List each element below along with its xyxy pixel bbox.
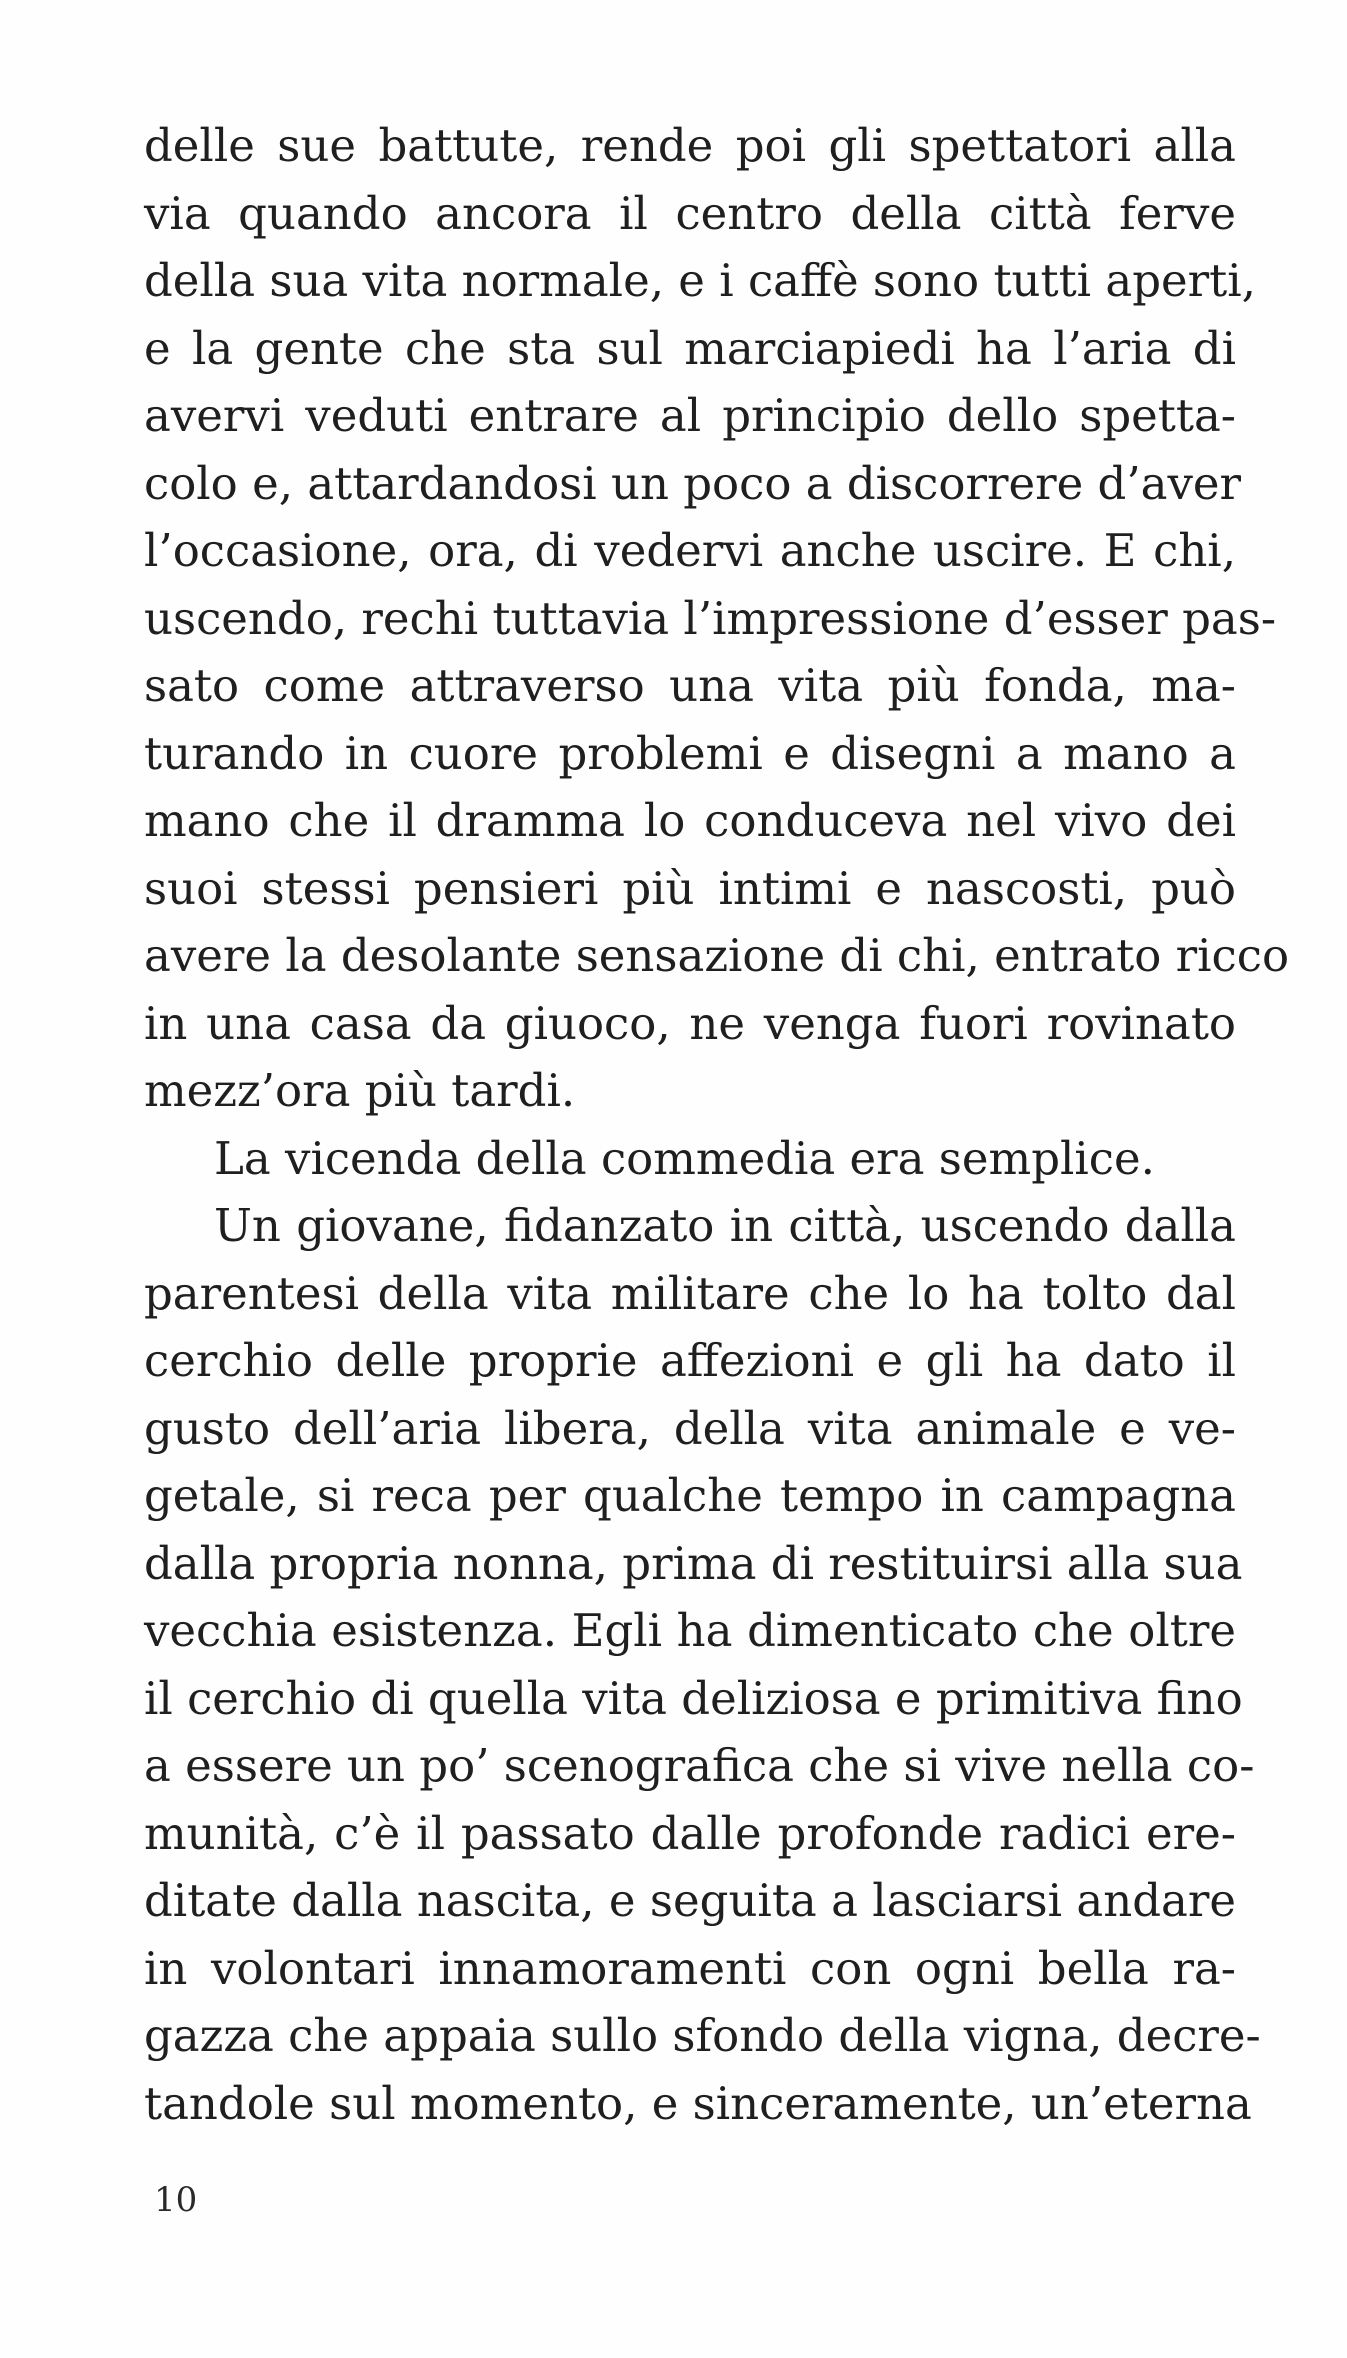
text-line: dalla propria nonna, prima di restituirsi alla sua: [144, 1536, 1243, 1590]
text-line: l’occasione, ora, di vedervi anche uscire. E chi,: [144, 524, 1236, 577]
text-line: turando in cuore problemi e disegni a mano a: [144, 726, 1236, 780]
text-line: getale, si reca per qualche tempo in campagna: [144, 1469, 1236, 1522]
text-line: a essere un po’ scenografica che si vive nella co-: [144, 1739, 1255, 1792]
body-text: [144, 112, 1290, 2137]
text-line: mezz’ora più tardi.: [144, 1064, 576, 1117]
page-number: 10: [154, 2180, 198, 2220]
text-line: in una casa da giuoco, ne venga fuori rovinato: [144, 996, 1236, 1050]
text-line: La vicenda della commedia era semplice.: [214, 1131, 1155, 1185]
text-line: ditate dalla nascita, e seguita a lasciarsi andare: [144, 1874, 1236, 1927]
text-line: colo e, attardandosi un poco a discorrere d’aver: [144, 456, 1242, 510]
text-line: Un giovane, fidanzato in città, uscendo dalla: [214, 1199, 1236, 1252]
text-line: tandole sul momento, e sinceramente, un’eterna: [144, 2076, 1252, 2130]
text-line: via quando ancora il centro della città ferve: [144, 186, 1236, 240]
text-line: vecchia esistenza. Egli ha dimenticato che oltre: [144, 1604, 1236, 1657]
text-line: in volontari innamoramenti con ogni bella ra-: [144, 1941, 1236, 1995]
text-line: e la gente che sta sul marciapiedi ha l’aria di: [144, 321, 1236, 375]
text-line: gazza che appaia sullo sfondo della vigna, decre-: [144, 2009, 1261, 2062]
text-line: avervi veduti entrare al principio dello spetta-: [144, 389, 1236, 442]
text-line: uscendo, rechi tuttavia l’impressione d’esser pas-: [144, 591, 1277, 645]
text-line: sato come attraverso una vita più fonda, ma-: [144, 659, 1236, 712]
text-line: mano che il dramma lo conduceva nel vivo dei: [144, 794, 1236, 847]
text-line: cerchio delle proprie affezioni e gli ha dato il: [144, 1334, 1236, 1387]
text-line: della sua vita normale, e i caffè sono tutti aperti,: [144, 254, 1256, 307]
text-line: delle sue battute, rende poi gli spettatori alla: [144, 119, 1236, 172]
text-line: munità, c’è il passato dalle profonde radici ere-: [144, 1806, 1236, 1860]
text-line: suoi stessi pensieri più intimi e nascosti, può: [144, 861, 1236, 915]
text-line: parentesi della vita militare che lo ha tolto dal: [144, 1266, 1236, 1320]
text-line: gusto dell’aria libera, della vita animale e ve-: [144, 1401, 1236, 1455]
text-line: avere la desolante sensazione di chi, entrato ricco: [144, 929, 1290, 982]
text-line: il cerchio di quella vita deliziosa e primitiva fino: [144, 1671, 1243, 1725]
